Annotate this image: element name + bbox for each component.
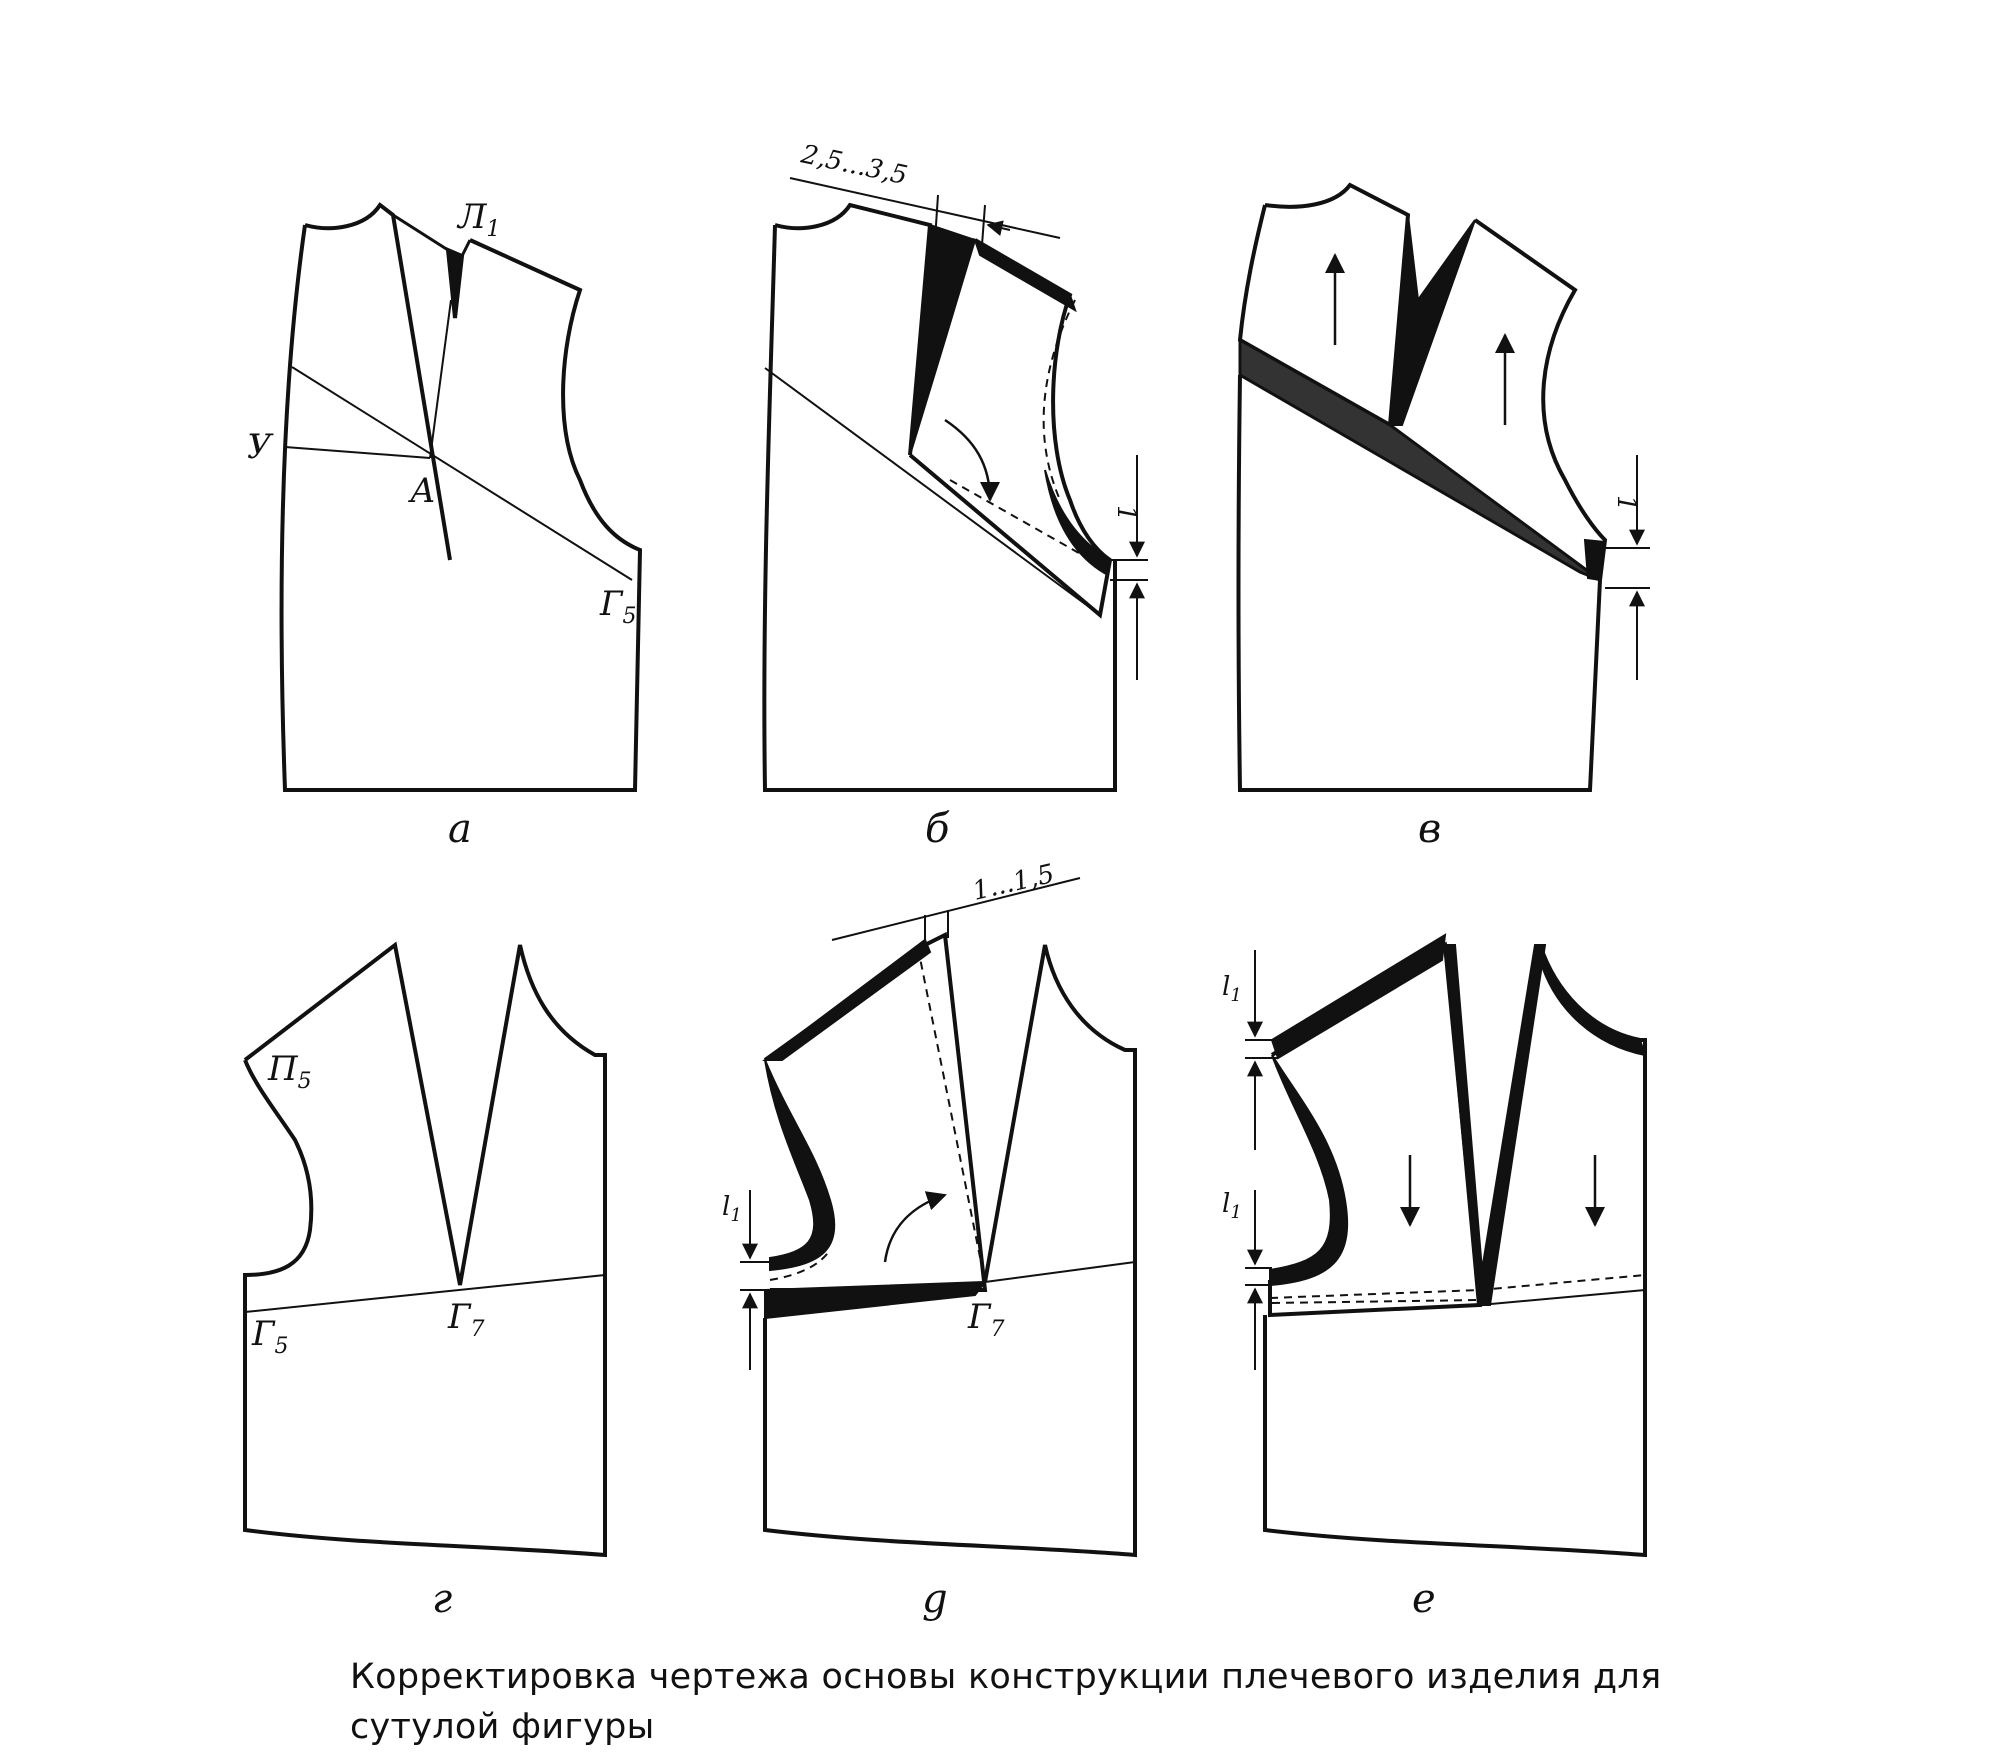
point-y-label: У [247,427,272,467]
panel-b-dim-top-tick2 [982,205,985,245]
panel-b-shoulder-strip [975,240,1075,310]
panel-v-dart-fill [1390,215,1475,425]
point-g7-label-g: $Г_7$ [448,1297,485,1342]
panel-g-chest-line [245,1275,605,1312]
panel-v [1239,185,1651,790]
panel-a [282,205,640,790]
panel-d-shoulder-strip [765,940,930,1060]
panel-g-outline [245,945,605,1555]
point-p5-label: $П_5$ [268,1049,312,1094]
panel-e-armhole-strip [1270,1055,1347,1285]
point-g5-label: $Г_5$ [600,584,637,629]
panel-a-cut-line [292,367,632,580]
panel-e-neck-strip [1540,945,1645,1055]
panel-b-dim-side-label: 1 [1111,505,1141,522]
point-g7-label-d: $Г_7$ [968,1297,1005,1342]
panel-b-dart-fill [910,225,975,455]
panel-g [245,945,605,1555]
panel-e-dim-lower-label: $l_1$ [1222,1189,1242,1223]
figure-caption: Корректировка чертежа основы конструкции плечевого изделия для сутулой фигуры [350,1657,1662,1747]
panel-e-shoulder-strip [1272,935,1445,1058]
panel-d-armhole-strip [765,1060,834,1270]
panel-d-dim-top-label: 1...1,5 [969,858,1058,907]
panel-b-dashed-armhole [950,300,1100,565]
panel-d-chest-line [985,1262,1135,1282]
panel-e-dim-upper-label: $l_1$ [1222,972,1242,1006]
panel-d-label: g [922,1576,948,1622]
panel-a-label: а [448,806,472,852]
point-l1-label: $Л_1$ [458,197,501,242]
panel-b-dim-top-label: 2,5...3,5 [798,139,910,192]
panel-e-dart-fill [1445,945,1545,1305]
panel-a-line-ya [285,447,430,458]
panel-a-outline [282,205,640,790]
panel-b-label: б [925,806,950,852]
panel-v-dim-side-label: 1 [1611,495,1641,512]
point-g5-label-g: $Г_5$ [252,1314,289,1359]
panel-e-chest-line [1480,1290,1645,1305]
panel-d-dim-side-label: $l_1$ [722,1192,742,1226]
panel-d [740,878,1135,1555]
panel-b-dim-top-line [790,178,1060,238]
panel-e-dashed-original [1270,1275,1645,1303]
panel-b [764,178,1148,790]
panel-e-label: е [1412,1576,1436,1622]
panel-v-right-piece [1475,220,1605,580]
panel-v-label: в [1418,806,1442,852]
point-a-label: А [410,471,436,511]
panel-g-label: г [432,1576,453,1622]
panel-e [1245,935,1645,1555]
panel-d-rotation-arrow [885,1195,945,1262]
panel-d-chest-strip [765,1282,985,1318]
panel-a-line-a-l1 [430,300,451,458]
